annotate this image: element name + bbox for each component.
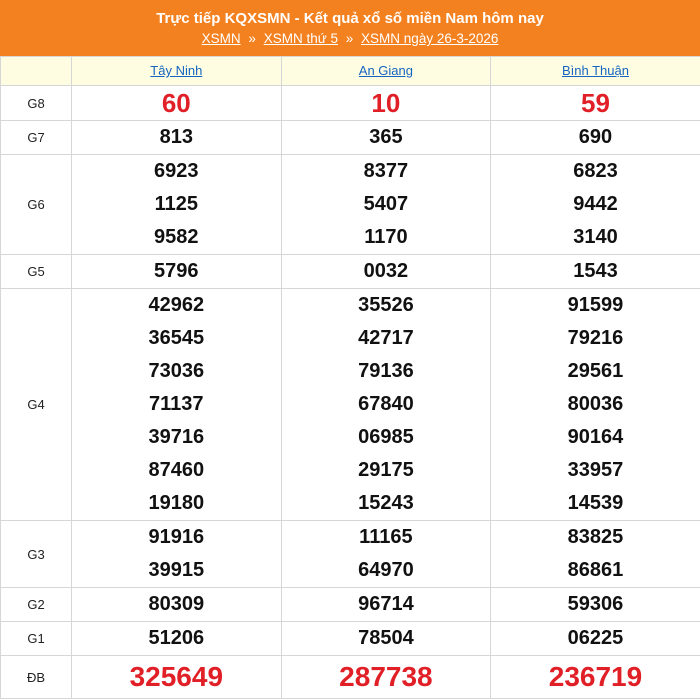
prize-label: G1 bbox=[1, 622, 72, 656]
result-number: 06985 bbox=[358, 426, 414, 448]
result-number: 33957 bbox=[567, 459, 624, 481]
result-number: 06225 bbox=[567, 627, 624, 649]
result-number: 35526 bbox=[358, 294, 414, 316]
result-number: 67840 bbox=[358, 393, 414, 415]
result-number: 1125 bbox=[154, 193, 198, 215]
result-number: 1543 bbox=[573, 260, 618, 282]
result-number: 36545 bbox=[148, 327, 205, 349]
result-number: 80309 bbox=[148, 593, 205, 615]
result-number: 90164 bbox=[567, 426, 624, 448]
result-number: 86861 bbox=[567, 559, 624, 581]
prize-row bbox=[1, 521, 700, 588]
result-cell bbox=[72, 521, 282, 588]
result-number: 39915 bbox=[148, 559, 205, 581]
result-cell bbox=[281, 622, 491, 656]
province-header bbox=[281, 57, 491, 86]
prize-label: G3 bbox=[1, 521, 72, 588]
result-cell bbox=[491, 656, 700, 699]
result-cell bbox=[491, 86, 700, 121]
result-number: 59 bbox=[581, 88, 610, 118]
prize-label: G2 bbox=[1, 588, 72, 622]
result-number: 287738 bbox=[339, 661, 433, 692]
prize-row bbox=[1, 255, 700, 289]
result-number: 42717 bbox=[358, 327, 414, 349]
result-number: 78504 bbox=[358, 627, 414, 649]
result-cell bbox=[491, 121, 700, 155]
province-link-an-giang[interactable]: An Giang bbox=[358, 63, 413, 78]
province-link-tay-ninh[interactable]: Tây Ninh bbox=[150, 63, 203, 78]
result-number: 60 bbox=[161, 88, 191, 118]
result-number: 813 bbox=[159, 126, 193, 148]
result-number: 59306 bbox=[567, 593, 624, 615]
result-number: 96714 bbox=[358, 593, 414, 615]
prize-label: ĐB bbox=[1, 656, 72, 699]
prize-label: G4 bbox=[1, 289, 72, 521]
result-cell bbox=[281, 121, 491, 155]
result-number: 6923 bbox=[154, 160, 199, 182]
result-number: 11165 bbox=[359, 526, 413, 548]
prize-row bbox=[1, 86, 700, 121]
result-number: 91916 bbox=[148, 526, 205, 548]
result-cell bbox=[491, 588, 700, 622]
result-cell bbox=[491, 521, 700, 588]
result-cell bbox=[281, 521, 491, 588]
result-cell bbox=[72, 656, 282, 699]
breadcrumb-separator: » bbox=[248, 31, 256, 46]
prize-row bbox=[1, 289, 700, 521]
prize-label: G6 bbox=[1, 155, 72, 255]
result-number: 5796 bbox=[154, 260, 199, 282]
result-cell bbox=[72, 622, 282, 656]
result-cell bbox=[281, 656, 491, 699]
result-number: 19180 bbox=[148, 492, 205, 514]
result-cell bbox=[72, 255, 282, 289]
corner-cell bbox=[1, 57, 72, 86]
result-number: 51206 bbox=[148, 627, 205, 649]
prize-row bbox=[1, 622, 700, 656]
prize-rows bbox=[1, 86, 700, 699]
prize-row bbox=[1, 155, 700, 255]
result-number: 15243 bbox=[358, 492, 414, 514]
result-number: 5407 bbox=[363, 193, 409, 215]
result-number: 8377 bbox=[363, 160, 409, 182]
result-cell bbox=[491, 289, 700, 521]
result-number: 80036 bbox=[567, 393, 624, 415]
prize-label: G7 bbox=[1, 121, 72, 155]
province-header-row bbox=[1, 57, 700, 86]
province-link-binh-thuan[interactable]: Bình Thuận bbox=[561, 63, 629, 78]
result-number: 64970 bbox=[358, 559, 414, 581]
result-cell bbox=[491, 622, 700, 656]
breadcrumb bbox=[0, 31, 700, 47]
result-cell bbox=[72, 155, 282, 255]
breadcrumb-separator: » bbox=[345, 31, 354, 46]
breadcrumb-xsmn[interactable]: XSMN bbox=[201, 31, 241, 46]
result-cell bbox=[491, 255, 700, 289]
result-number: 14539 bbox=[567, 492, 624, 514]
result-cell bbox=[72, 588, 282, 622]
result-number: 3140 bbox=[573, 226, 618, 248]
result-number: 79136 bbox=[358, 360, 414, 382]
result-cell bbox=[72, 86, 282, 121]
result-number: 87460 bbox=[148, 459, 205, 481]
result-number: 29175 bbox=[358, 459, 414, 481]
results-header bbox=[0, 0, 700, 56]
result-number: 6823 bbox=[573, 160, 618, 182]
result-number: 83825 bbox=[567, 526, 624, 548]
prize-row bbox=[1, 121, 700, 155]
prize-row bbox=[1, 656, 700, 699]
prize-row bbox=[1, 588, 700, 622]
result-number: 236719 bbox=[548, 661, 643, 692]
page-title: Trực tiếp KQXSMN - Kết quả xổ số miền Nam hôm nay bbox=[156, 10, 544, 27]
result-cell bbox=[491, 155, 700, 255]
prize-label: G5 bbox=[1, 255, 72, 289]
result-number: 39716 bbox=[148, 426, 205, 448]
result-number: 10 bbox=[371, 88, 401, 118]
results-table bbox=[0, 56, 700, 699]
result-number: 0032 bbox=[363, 260, 409, 282]
breadcrumb-xsmn-thu5[interactable]: XSMN thứ 5 bbox=[263, 31, 338, 46]
result-number: 91599 bbox=[567, 294, 624, 316]
result-cell bbox=[281, 86, 491, 121]
result-number: 79216 bbox=[567, 327, 624, 349]
result-number: 9582 bbox=[154, 226, 199, 248]
result-number: 365 bbox=[369, 126, 403, 148]
province-header bbox=[491, 57, 700, 86]
result-number: 1170 bbox=[364, 226, 408, 248]
result-cell bbox=[72, 121, 282, 155]
result-number: 71137 bbox=[149, 393, 204, 415]
result-cell bbox=[281, 155, 491, 255]
result-cell bbox=[281, 588, 491, 622]
result-number: 690 bbox=[578, 126, 613, 148]
result-cell bbox=[281, 255, 491, 289]
result-number: 29561 bbox=[567, 360, 624, 382]
result-number: 42962 bbox=[148, 294, 205, 316]
breadcrumb-xsmn-date[interactable]: XSMN ngày 26-3-2026 bbox=[361, 31, 499, 46]
result-cell bbox=[281, 289, 491, 521]
province-header bbox=[72, 57, 282, 86]
prize-label: G8 bbox=[1, 86, 72, 121]
result-number: 73036 bbox=[148, 360, 205, 382]
result-number: 9442 bbox=[573, 193, 618, 215]
result-cell bbox=[72, 289, 282, 521]
result-number: 325649 bbox=[129, 661, 224, 692]
